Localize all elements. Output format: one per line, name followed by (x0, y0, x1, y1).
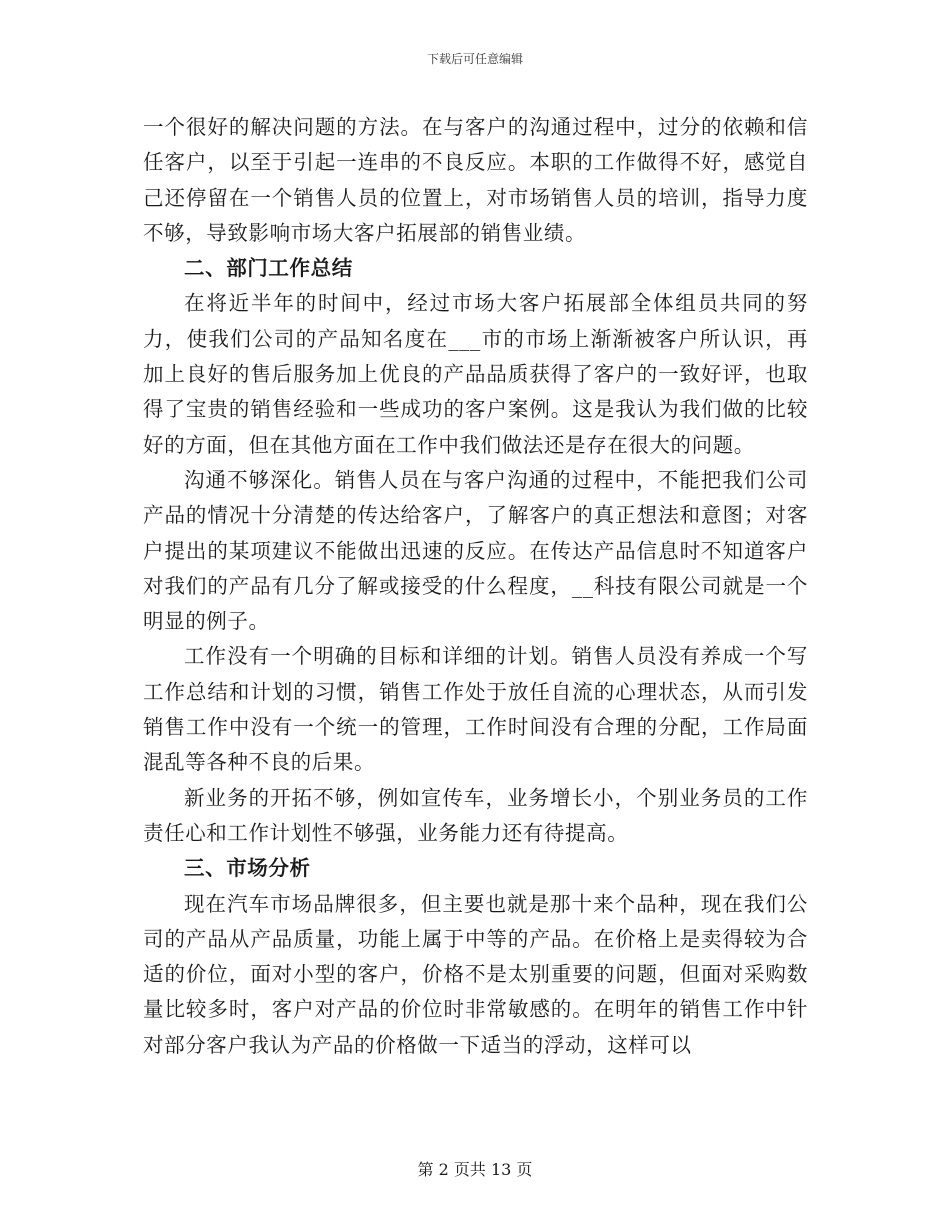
section-heading-market-analysis: 三、市场分析 (184, 856, 311, 881)
paragraph-continued: 一个很好的解决问题的方法。在与客户的沟通过程中，过分的依赖和信任客户，以至于引起一连串的不良反应。本职的工作做得不好，感觉自己还停留在一个销售人员的位置上，对市场销售人员的培训，指导力度不够，导致影响市场大客户拓展部的销售业绩。 (143, 115, 808, 245)
paragraph-market: 现在汽车市场品牌很多，但主要也就是那十来个品种，现在我们公司的产品从产品质量，功能上属于中等的产品。在价格上是卖得较为合适的价位，面对小型的客户，价格不是太别重要的问题，但面对采购数量比较多时，客户对产品的价位时非常敏感的。在明年的销售工作中针对部分客户我认为产品的价格做一下适当的浮动，这样可以 (143, 891, 808, 1057)
document-body (143, 110, 808, 1063)
page-footer: 第 2 页共 13 页 (417, 1160, 533, 1179)
page-header: 下载后可任意编辑 (426, 52, 523, 66)
paragraph-new-business: 新业务的开拓不够，例如宣传车，业务增长小，个别业务员的工作责任心和工作计划性不够强，业务能力还有待提高。 (143, 785, 808, 845)
paragraph-communication: 沟通不够深化。销售人员在与客户沟通的过程中，不能把我们公司产品的情况十分清楚的传达给客户，了解客户的真正想法和意图；对客户提出的某项建议不能做出迅速的反应。在传达产品信息时不知道客户对我们的产品有几分了解或接受的什么程度，__科技有限公司就是一个明显的例子。 (143, 467, 808, 634)
paragraph-planning: 工作没有一个明确的目标和详细的计划。销售人员没有养成一个写工作总结和计划的习惯，销售工作处于放任自流的心理状态，从而引发销售工作中没有一个统一的管理，工作时间没有合理的分配，工作局面混乱等各种不良的后果。 (143, 644, 808, 775)
paragraph-achievements: 在将近半年的时间中，经过市场大客户拓展部全体组员共同的努力，使我们公司的产品知名度在___市的市场上渐渐被客户所认识，再加上良好的售后服务加上优良的产品品质获得了客户的一致好评，也取得了宝贵的销售经验和一些成功的客户案例。这是我认为我们做的比较好的方面，但在其他方面在工作中我们做法还是存在很大的问题。 (143, 291, 808, 457)
section-heading-department-summary: 二、部门工作总结 (184, 256, 353, 281)
